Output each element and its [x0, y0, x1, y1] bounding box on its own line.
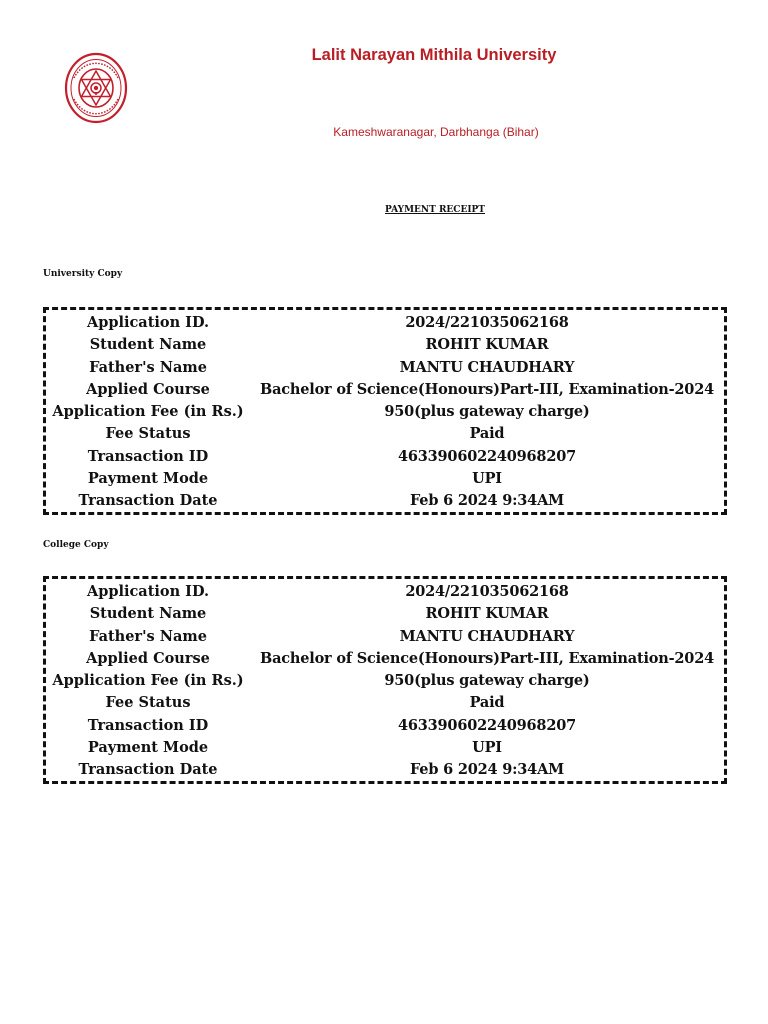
university-name: Lalit Narayan Mithila University	[311, 46, 557, 64]
detail-row	[46, 715, 724, 737]
row-label: Applied Course	[86, 380, 210, 398]
row-label: Student Name	[89, 336, 207, 354]
detail-row	[46, 737, 724, 759]
row-label: Transaction ID	[87, 447, 209, 465]
row-label: Transaction Date	[78, 492, 218, 510]
row-value: Feb 6 2024 9:34AM	[410, 492, 564, 510]
row-label: Fee Status	[105, 694, 191, 712]
row-value: Feb 6 2024 9:34AM	[410, 761, 564, 779]
row-value: Paid	[469, 425, 505, 443]
college-copy-box	[43, 576, 727, 784]
detail-row	[46, 626, 724, 648]
college-copy-rows	[46, 581, 724, 782]
row-value: 2024/221035062168	[405, 314, 569, 331]
row-label: Father's Name	[89, 358, 207, 376]
row-label: Fee Status	[105, 425, 191, 443]
row-value: MANTU CHAUDHARY	[399, 358, 575, 376]
detail-row	[46, 379, 724, 401]
row-value: 2024/221035062168	[405, 583, 569, 600]
row-label: Transaction Date	[78, 761, 218, 779]
university-copy-box	[43, 307, 727, 515]
row-value: 950(plus gateway charge)	[384, 672, 590, 690]
row-value: 950(plus gateway charge)	[384, 403, 590, 421]
detail-row	[46, 692, 724, 714]
row-value: ROHIT KUMAR	[425, 336, 549, 354]
row-label: Application ID.	[86, 583, 210, 600]
detail-row	[46, 603, 724, 625]
detail-row	[46, 401, 724, 423]
row-value: Paid	[469, 694, 505, 712]
row-value: UPI	[472, 739, 502, 757]
row-label: Payment Mode	[87, 739, 209, 757]
detail-row	[46, 446, 724, 468]
row-label: Application Fee (in Rs.)	[52, 672, 244, 690]
detail-row	[46, 423, 724, 445]
university-copy-label: University Copy	[43, 269, 123, 279]
row-value: 463390602240968207	[397, 447, 576, 465]
receipt-title: PAYMENT RECEIPT	[385, 205, 485, 215]
row-label: Payment Mode	[87, 470, 209, 488]
row-value: UPI	[472, 470, 502, 488]
row-label: Applied Course	[86, 649, 210, 667]
row-label: Application ID.	[86, 314, 210, 331]
detail-row	[46, 581, 724, 603]
university-address: Kameshwaranagar, Darbhanga (Bihar)	[333, 125, 539, 139]
detail-row	[46, 648, 724, 670]
university-copy-rows	[46, 312, 724, 513]
row-label: Father's Name	[89, 627, 207, 645]
detail-row	[46, 670, 724, 692]
detail-row	[46, 759, 724, 781]
detail-row	[46, 468, 724, 490]
detail-row	[46, 357, 724, 379]
row-value: ROHIT KUMAR	[425, 605, 549, 623]
college-copy-label: College Copy	[43, 540, 109, 550]
row-value: Bachelor of Science(Honours)Part-III, Examination-2024	[260, 649, 714, 667]
row-label: Application Fee (in Rs.)	[52, 403, 244, 421]
detail-row	[46, 334, 724, 356]
detail-row	[46, 490, 724, 512]
row-value: 463390602240968207	[397, 716, 576, 734]
row-value: MANTU CHAUDHARY	[399, 627, 575, 645]
row-label: Transaction ID	[87, 716, 209, 734]
detail-row	[46, 312, 724, 334]
row-value: Bachelor of Science(Honours)Part-III, Examination-2024	[260, 380, 714, 398]
row-label: Student Name	[89, 605, 207, 623]
